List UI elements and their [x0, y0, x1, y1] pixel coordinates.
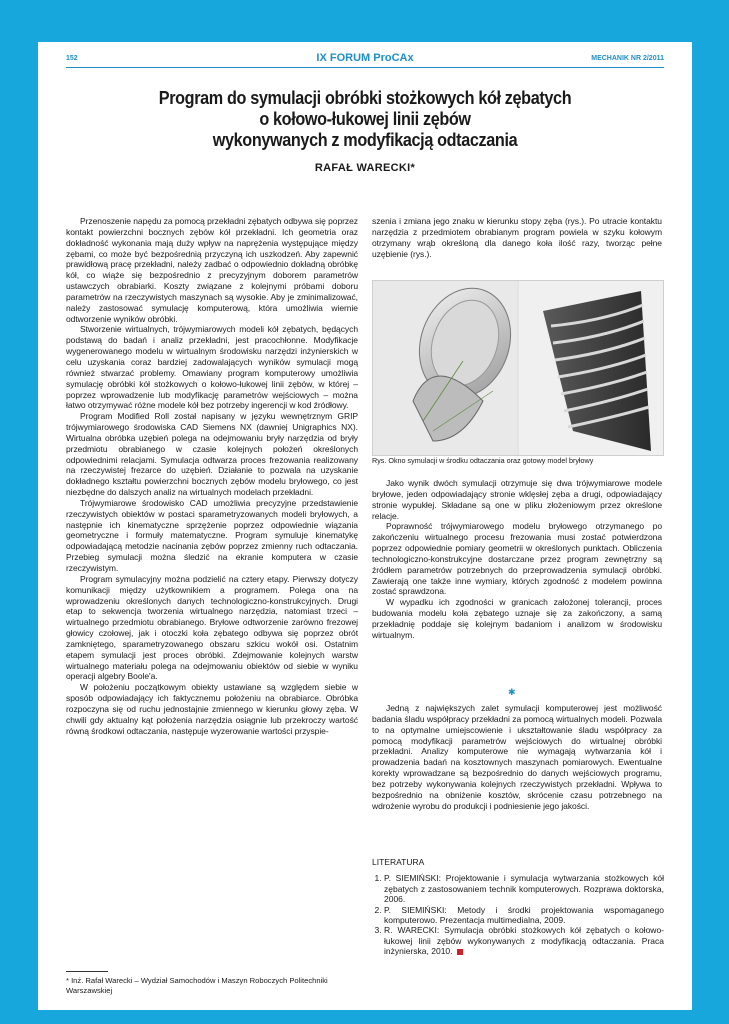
header-rule: [66, 67, 664, 68]
article-title: [125, 88, 606, 151]
reference-item: [384, 925, 664, 956]
paragraph: Trójwymiarowe środowisko CAD umożliwia precyzyjne przedstawienie rzeczywistych obiektów w postaci sparametryzowanych modeli bryłowych, a następnie ich kinematyczne sprzężenie poprzez odpowiednie wiązania geometryczne i formuły matematyczne. Program symuluje kinematykę odpowiadającą metodzie nacinania zębów poprzez zmienny ruch odtaczania. Przebieg symulacji można śledzić na ekranie komputera w czasie rzeczywistym.: [66, 497, 358, 573]
reference-text: P. SIEMIŃSKI: Metody i środki projektowania wspomaganego komputerowo. Prezentacja multimedialna, 2009.: [384, 904, 664, 926]
title-line: wykonywanych z modyfikacją odtaczania: [212, 130, 518, 150]
end-of-article-mark: [457, 949, 463, 955]
journal-page: [38, 42, 692, 1010]
reference-text: P. SIEMIŃSKI: Projektowanie i symulacja wytwarzania stożkowych kół zębatych z zastosowaniem technik komputerowych. Rozprawa doktorska, 2006.: [384, 873, 664, 905]
journal-issue: MECHANIK NR 2/2011: [591, 55, 664, 62]
paragraph: Stworzenie wirtualnych, trójwymiarowych modeli kół zębatych, będących podstawą do badań i analiz przekładni, jest pracochłonne. Modyfikacje wygenerowanego modelu w wirtualnym środowisku narzędzi inżynierskich w celu uzyskania coraz bardziej zadowalających wyników symulacji mogą również stwarzać problemy. Omawiany program komputerowy umożliwia symulację obróbki kół stożkowych o kołowo-łukowej linii zębów, w której – poprzez wprowadzenie lub modyfikację parametrów wejściowych – można łatwo otrzymywać różne modele kół bez potrzeby ingerencji w kod źródłowy.: [66, 324, 358, 411]
paragraph: Jako wynik dwóch symulacji otrzymuje się dwa trójwymiarowe modele bryłowe, jeden odpowiadający stronie wklęsłej zęba a drugi, odpowiadający stronie wypukłej. Składane są one w pliku złożeniowym przez określone relacje.: [372, 478, 662, 521]
right-column-top: [372, 216, 662, 259]
figure-caption: Rys. Okno symulacji w środku odtaczania oraz gotowy model bryłowy: [372, 456, 594, 465]
right-column-middle: [372, 478, 662, 641]
title-line: o kołowo-łukowej linii zębów: [259, 109, 471, 129]
section-separator: ✱: [508, 687, 516, 697]
literature-section: [372, 857, 664, 957]
paragraph: W wypadku ich zgodności w granicach założonej tolerancji, proces budowania modelu koła zębatego uznaje się za zakończony, a samą przekładnię poddaje się kolejnym badaniom i analizom w środowisku wirtualnym.: [372, 597, 662, 640]
simulation-figure: [372, 280, 664, 456]
paragraph: W położeniu początkowym obiekty ustawiane są względem siebie w sposób odpowiadający ich faktycznemu położeniu na obrabiarce. Obróbka rozpoczyna się od ruchu jednostajnie zmiennego w kierunku głowy zęba. W chwili gdy aktualny kąt położenia narzędzia osiągnie lub przekroczy wartość równą środkowi odtaczania, następuje wyzerowanie wartości przyspie-: [66, 682, 358, 736]
page-header: [66, 54, 664, 68]
title-line: Program do symulacji obróbki stożkowych kół zębatych: [158, 88, 572, 108]
paragraph: Poprawność trójwymiarowego modelu bryłowego otrzymanego po zakończeniu wirtualnego procesu frezowania musi zostać potwierdzona poprzez odpowiednie pomiary geometrii w określonych punktach. Obliczenia technologiczno-konstrukcyjne dostarczane przez program zewnętrzny są źródłem parametrów potrzebnych do przeprowadzenia symulacji obróbki. Zawierają one także inne wymiary, których zgodność z modelem powinna zostać sprawdzona.: [372, 521, 662, 597]
footnote-rule: [66, 971, 108, 972]
reference-item: [384, 873, 664, 904]
article-author: RAFAŁ WARECKI*: [314, 162, 416, 174]
page-number: 152: [66, 55, 78, 62]
literature-list: [372, 873, 664, 956]
left-column: [66, 216, 358, 737]
paragraph: szenia i zmiana jego znaku w kierunku stopy zęba (rys.). Po utracie kontaktu narzędzia z przedmiotem obrabianym program powiela w szyku kołowym otrzymany wrąb określoną dla danego koła ilość razy, tworząc pełne uzębienie (rys.).: [372, 216, 662, 259]
reference-item: [384, 905, 664, 926]
paragraph: Jedną z największych zalet symulacji komputerowej jest możliwość badania śladu współpracy przekładni za pomocą wirtualnych modeli. Pozwala to na optymalne umiejscowienie i ukształtowanie śladu współpracy za pomocą modyfikacji parametrów wejściowych do wirtualnej obróbki przekładni. Analizy komputerowe nie wymagają wytwarzania kół i prowadzenia badań na kosztownych maszynach pomiarowych. Ewentualne korekty wprowadzane są bezpośrednio do danych wejściowych programu, bez potrzeby wykonywania kolejnych rzeczywistych przekładni. Wpływa to bezpośrednio na obniżenie kosztów, skrócenie czasu potrzebnego na wdrożenie wyrobu do produkcji i podniesienie jego jakości.: [372, 703, 662, 811]
paragraph: Program symulacyjny można podzielić na cztery etapy. Pierwszy dotyczy komunikacji między użytkownikiem a programem. Polega ona na wprowadzeniu określonych danych technologiczno-konstrukcyjnych. Drugi etap to sekwencja tworzenia wirtualnego narzędzia, natomiast trzeci – wirtualnego przedmiotu obrabianego. Bryłowe odtworzenie zarówno frezowej głowicy czołowej, jak i otoczki koła zębatego odbywa się poprzez obrót zamkniętego, sparametryzowanego obszaru szkicu wokół osi. Ostatnim etapem symulacji jest proces obróbki. Zdejmowanie kolejnych warstw wirtualnego materiału polega na odejmowaniu obiektów od siebie w wyniku operacji algebry Boole'a.: [66, 573, 358, 682]
paragraph: Program Modified Roll został napisany w języku wewnętrznym GRIP trójwymiarowego środowiska CAD Siemens NX (dawniej Unigraphics NX). Wirtualna obróbka uzębień polega na odejmowaniu bryły narzędzia od bryły przedmiotu obrabianego w czasie kolejnych położeń określonych odpowiednimi relacjami. Symulacja odtwarza proces frezowania realizowany na rzeczywistej frezarce do uzębień. Działanie to pozwala na uzyskanie dokładnego kształtu powierzchni bocznych zębów modelu bryłowego, co jest niezbędne do dalszych analiz na wirtualnych modelach przekładni.: [66, 411, 358, 498]
figure-illustration: [373, 281, 663, 455]
right-column-bottom: [372, 703, 662, 811]
paragraph: Przenoszenie napędu za pomocą przekładni zębatych odbywa się poprzez kontakt powierzchni bocznych zębów kół przekładni. Ich geometria oraz dokładność wykonania mają duży wpływ na naprężenia występujące między zębami, co może być bezpośrednią przyczyną ich uszkodzeń. Aby zapewnić prawidłową pracę przekładni, należy zadbać o odpowiednio dokładną obróbkę kół, co wiąże się bezpośrednio z precyzyjnym doborem parametrów ustawczych obrabiarki. Koszty związane z kolejnymi próbami doboru parametrów na rzeczywistych maszynach są wysokie. Aby je zminimalizować, należy zastosować symulację komputerową, która umożliwia wiernie odtworzenie wyników obróbki.: [66, 216, 358, 324]
literature-heading: LITERATURA: [372, 857, 425, 867]
forum-title: IX FORUM ProCAx: [316, 52, 414, 64]
author-footnote: * Inż. Rafał Warecki – Wydział Samochodów i Maszyn Roboczych Politechniki Warszawskiej: [66, 976, 328, 995]
reference-text: R. WARECKI: Symulacja obróbki stożkowych kół zębatych o kołowo-łukowej linii zębów wykonywanych z modyfikacją odtaczania. Praca inżynierska, 2010.: [384, 925, 664, 957]
